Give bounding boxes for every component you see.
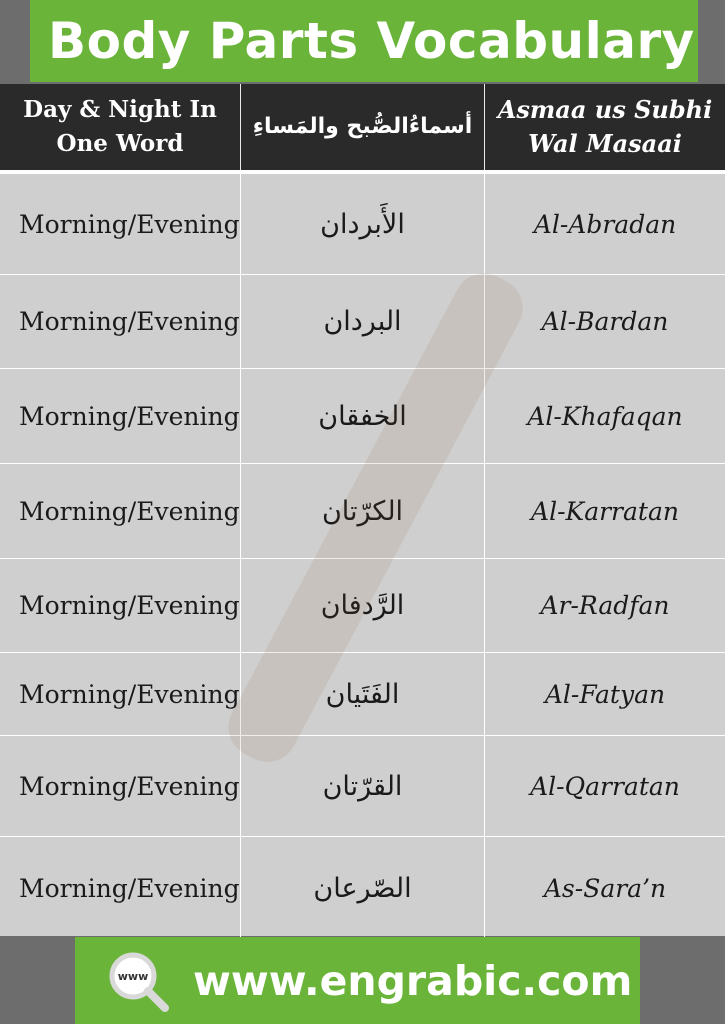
table-row: [0, 275, 725, 369]
arabic-cell: الخفقان: [241, 369, 485, 463]
english-cell: Morning/Evening: [0, 275, 241, 368]
vocabulary-table: [0, 84, 725, 936]
english-cell: Morning/Evening: [0, 736, 241, 836]
english-cell: Morning/Evening: [0, 653, 241, 735]
arabic-cell: القرّتان: [241, 736, 485, 836]
title-banner: [30, 0, 698, 82]
table-row: [0, 369, 725, 464]
english-cell: Morning/Evening: [0, 837, 241, 940]
header-arabic: أسماءُالصُّبح والمَساءِ: [241, 84, 485, 170]
transliteration-cell: Al-Khafaqan: [527, 401, 683, 431]
table-row: [0, 837, 725, 940]
transliteration-cell: Ar-Radfan: [540, 591, 670, 620]
logo-www-text: www: [117, 969, 149, 983]
transliteration-cell: Al-Qarratan: [530, 771, 680, 801]
transliteration-cell: Al-Abradan: [533, 209, 677, 239]
transliteration-cell: As-Sara’n: [543, 874, 667, 903]
english-cell: Morning/Evening: [0, 174, 241, 274]
transliteration-cell: Al-Fatyan: [544, 679, 666, 709]
table-row: [0, 736, 725, 837]
website-link[interactable]: www.engrabic.com: [193, 956, 633, 1005]
english-cell: Morning/Evening: [0, 559, 241, 652]
transliteration-cell: Al-Bardan: [541, 307, 669, 336]
header-transliteration: Asmaa us Subhi Wal Masaai: [497, 95, 713, 158]
arabic-cell: البردان: [241, 275, 485, 368]
table-row: [0, 559, 725, 653]
transliteration-cell: Al-Karratan: [531, 496, 679, 526]
arabic-cell: الصّرعان: [241, 837, 485, 940]
english-cell: Morning/Evening: [0, 369, 241, 463]
arabic-cell: الفَتَيان: [241, 653, 485, 735]
footer-banner: [75, 937, 640, 1024]
table-header: [0, 84, 725, 174]
magnifier-www-icon: [105, 948, 171, 1014]
header-english: Day & Night In One Word: [0, 84, 241, 170]
table-row: [0, 464, 725, 559]
arabic-cell: الكرّتان: [241, 464, 485, 558]
table-row: [0, 174, 725, 275]
table-row: [0, 653, 725, 736]
page-title: Body Parts Vocabulary: [48, 12, 695, 70]
arabic-cell: الرَّدفان: [241, 559, 485, 652]
arabic-cell: الأَبردان: [241, 174, 485, 274]
english-cell: Morning/Evening: [0, 464, 241, 558]
